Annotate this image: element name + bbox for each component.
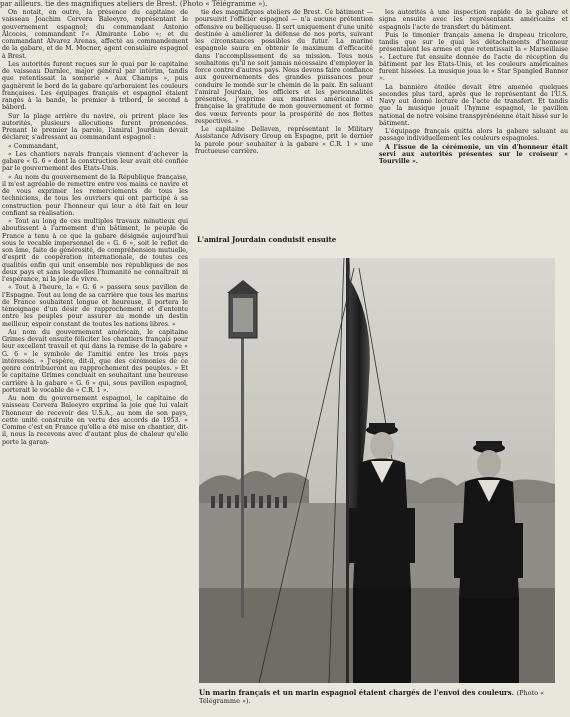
news-photo [199, 258, 555, 683]
paragraph: On notait, en outre, la présence du capitaine de vaisseau Joachim Cervera Baleeyro, représentant le gouvernement espagnol; du commandant Antonio Alcoces, commandant l'« Almirante Lobo »; et du commandant Alvarez Arenas, affecté au commandement de la gabare, et de M. Mocner, agent consulaire espagnol à Brest. [2, 9, 188, 60]
article-column-2 [195, 9, 373, 241]
paragraph: Le capitaine Dellaven, représentant le Military Assistance Advisory Group en Espagne, prit le dernier la parole pour souhaiter à la gabare « C.R. 1 » une fructueuse carrière. [195, 126, 373, 155]
subheadline: L'amiral Jourdain conduisit ensuite [197, 235, 337, 244]
paragraph: « Les chantiers navals français viennent d'achever la gabare « G. 6 » dont la construction leur avait été confiée par le gouvernement des Etats-Unis. [2, 150, 188, 173]
paragraph: Au nom du gouvernement espagnol, le capitaine de vaisseau Cervera Baleeyro exprima la joie que lui valait l'honneur de recevoir des U.S.A., au nom de son pays, cette unité construite en vertu des accords de 1953. « Comme c'est en France qu'elle a été mise en chantier, dit-il, nous la recevons avec d'autant plus de chaleur qu'elle porte la garan- [2, 395, 188, 446]
article-column-3 [379, 9, 568, 247]
paragraph: les autorités à une inspection rapide de la gabare et signa ensuite avec les représentants américains et espagnols l'acte de transfert du bâtiment. [379, 9, 568, 31]
paragraph: A l'issue de la cérémonie, un vin d'honneur était servi aux autorités présentes sur le croiseur « Tourville ». [379, 143, 568, 165]
paragraph: « Au nom du gouvernement de la République française, il m'est agréable de remettre entre vos mains ce navire et de vous exprimer les remerciements de tous les techniciens, de tous les ouvriers qui ont participé à sa construction pour l'honneur qui leur a été fait en leur confiant sa réalisation. [2, 173, 188, 217]
paragraph: tie des magnifiques ateliers de Brest. Ce bâtiment — poursuivit l'officier espagnol — n'a aucune prétention offensive ou belliqueuse. Il sert uniquement d'une unité destinée à améliorer la défense de nos ports, suivant les circonstances possibles du futur. La marine espagnole saura en obtenir le maximum d'efficacité dans l'accomplissement de sa mission. Tous nous souhaitons qu'il ne soit jamais nécessaire d'employer la force contre d'autres pays. Nous devons faire confiance aux gouvernements des grandes puissances pour conduire le monde sur le chemin de la paix. En saluant l'amiral Jourdain, les officiers et les personnalités présentes, j'exprime aux marines américaine et française la gratitude de mon gouvernement et forme des vœux fervents pour la prospérité de nos flottes respectives. » [195, 9, 373, 125]
paragraph: « Tout à l'heure, la « G. 6 » passera sous pavillon de l'Espagne. Tout au long de sa carrière que tous les marins de France souhaitent longue et heureuse, il portera le témoignage d'un désir de rapprochement et d'entente entre les peuples pour assurer au monde un destin meilleur, espoir constant de toutes les nations libres. » [2, 284, 188, 328]
paragraph: Sur la plage arrière du navire, où prirent place les autorités, plusieurs allocutions furent prononcées. Prenant le premier la parole, l'amiral Jourdain devait déclarer, s'adressant au commandant espagnol : [2, 112, 188, 142]
top-strip: par ailleurs. tie des magnifiques ateliers de Brest. (Photo « Télégramme »). [0, 0, 268, 8]
photo-illustration [199, 258, 555, 683]
paragraph: Les autorités furent reçues sur le quai par le capitaine de vaisseau Darnlec, major général par intérim, tandis que retentissait la sonnerie « Aux Champs », puis gagnèrent le bord de la gabare qu'arboraient les couleurs françaises. Les équipages français et espagnol étaient rangés à la bande, le premier à tribord, le second à bâbord. [2, 60, 188, 112]
paragraph: La bannière étoilée devait être amenée quelques secondes plus tard, après que le représentant de l'U.S. Navy eut donné lecture de l'acte de transfert. Et tandis que la musique jouait l'hymne espagnol, le pavillon national de notre voisine transpyrénéenne était hissé sur le bâtiment. [379, 83, 568, 127]
photo-caption [199, 689, 559, 705]
paragraph: « Tout au long de ces multiples travaux minutieux qui aboutissent à l'armement d'un bâtiment, le peuple de France a tenu à ce que la gabare désignée aujourd'hui sous le vocable impersonnel de « G. 6 », soit le reflet de son âme, faite de générosité, de compréhension mutuelle, d'esprit de coopération internationale, de toutes ces qualités enfin qui unit ensemble nos républiques de nos deux pays et sans lesquelles l'humanité ne connaîtrait ni l'espérance, ni la joie de vivre. [2, 218, 188, 283]
article-column-1 [2, 9, 188, 715]
caption-text: Un marin français et un marin espagnol étaient chargés de l'envoi des couleurs. [199, 688, 515, 697]
paragraph: Puis le timonier français amena le drapeau tricolore, tandis que sur le quai les détachements d'honneur présentaient les armes et que retentissait la « Marseillaise ». Lecture fut ensuite donnée de l'acte de réception du bâtiment par les Etats-Unis, et les couleurs américaines furent hissées. La musique joua le « Star Spangled Banner ». [379, 31, 568, 83]
photo-credit: (Photo « Télégramme »). [199, 689, 545, 705]
paragraph: L'équipage français quitta alors la gabare saluant au passage individuellement les couleurs espagnoles. [379, 128, 568, 143]
flag-pole [346, 258, 349, 683]
paragraph: « Commandant, [8, 142, 59, 150]
paragraph: Au nom du gouvernement américain, le capitaine Grimes devait ensuite féliciter les chantiers français pour leur excellent travail et qui dans la remise de la gabare « G. 6 » le symbole de l'amitié entre les trois pays intéressés. « J'espère, dit-il, que des cérémonies de ce genre contribueront au rapprochement des peuples. » Et le capitaine Grimes concluait en souhaitant une heureuse carrière à la gabare « G. 6 » qui, sous pavillon espagnol, porterait le vocable de « C.R. 1 ». [2, 328, 188, 394]
